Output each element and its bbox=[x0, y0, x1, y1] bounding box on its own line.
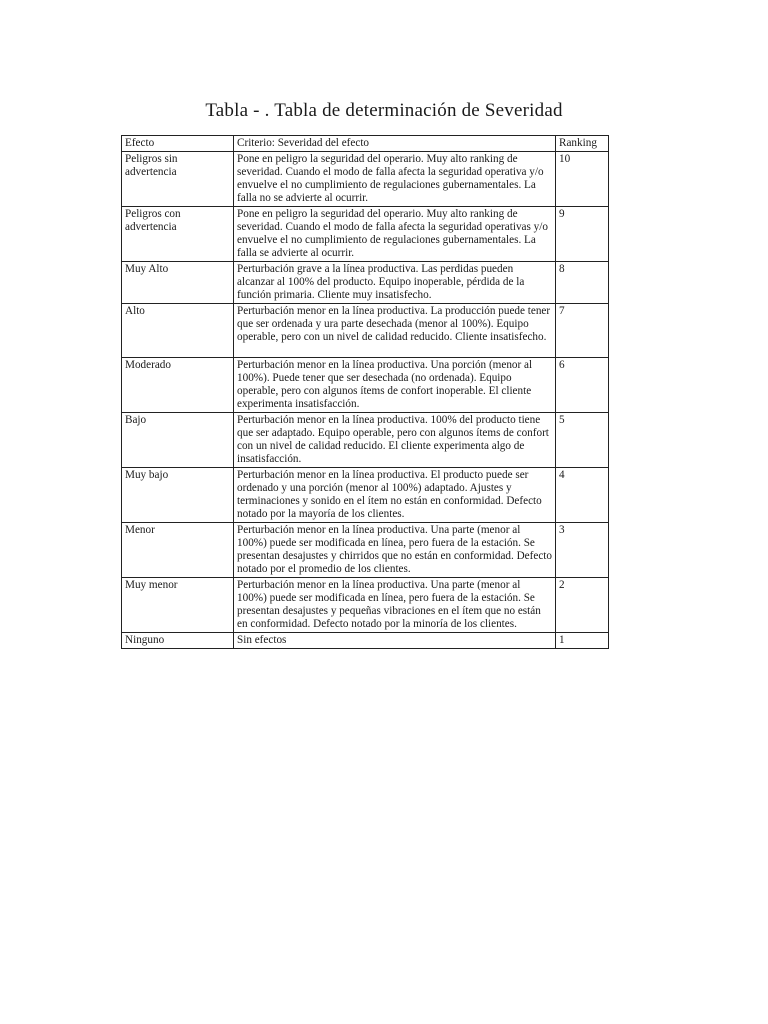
cell-ranking: 4 bbox=[556, 468, 609, 523]
table-title: Tabla - . Tabla de determinación de Severidad bbox=[205, 100, 563, 121]
header-criterio: Criterio: Severidad del efecto bbox=[234, 136, 556, 152]
table-row bbox=[122, 413, 609, 468]
cell-criterio: Perturbación menor en la línea productiva. Una porción (menor al 100%). Puede tener que ser desechada (no ordenada). Equipo operable, pero con algunos ítems de confort inoperable. El cliente experimenta insatisfacción. bbox=[234, 358, 556, 413]
cell-criterio: Perturbación grave a la línea productiva. Las perdidas pueden alcanzar al 100% del producto. Equipo inoperable, pérdida de la función primaria. Cliente muy insatisfecho. bbox=[234, 262, 556, 304]
cell-efecto: Bajo bbox=[122, 413, 234, 468]
cell-efecto: Muy menor bbox=[122, 578, 234, 633]
table-row bbox=[122, 304, 609, 358]
cell-criterio: Perturbación menor en la línea productiva. La producción puede tener que ser ordenada y ura parte desechada (menor al 100%). Equipo operable, pero con un nivel de calidad reducido. Cliente insatisfecho. bbox=[234, 304, 556, 358]
table-row bbox=[122, 633, 609, 649]
cell-ranking: 1 bbox=[556, 633, 609, 649]
header-ranking: Ranking bbox=[556, 136, 609, 152]
cell-criterio: Perturbación menor en la línea productiva. Una parte (menor al 100%) puede ser modificada en línea, pero fuera de la estación. Se presentan desajustes y pequeñas vibraciones en el ítem que no están en conformidad. Defecto notado por la minoría de los clientes. bbox=[234, 578, 556, 633]
cell-criterio: Pone en peligro la seguridad del operario. Muy alto ranking de severidad. Cuando el modo de falla afecta la seguridad operativa y/o envuelve el no cumplimiento de regulaciones gubernamentales. La falla no se advierte al ocurrir. bbox=[234, 152, 556, 207]
cell-efecto: Menor bbox=[122, 523, 234, 578]
cell-efecto: Alto bbox=[122, 304, 234, 358]
table-header-row bbox=[122, 136, 609, 152]
severity-table bbox=[121, 135, 609, 649]
table-row bbox=[122, 152, 609, 207]
cell-efecto: Muy bajo bbox=[122, 468, 234, 523]
table-row bbox=[122, 358, 609, 413]
table-row bbox=[122, 523, 609, 578]
cell-criterio: Pone en peligro la seguridad del operario. Muy alto ranking de severidad. Cuando el modo de falla afecta la seguridad operativas y/o envuelve el no cumplimiento de regulaciones gubernamentales. La falla se advierte al ocurrir. bbox=[234, 207, 556, 262]
cell-criterio: Sin efectos bbox=[234, 633, 556, 649]
table-row bbox=[122, 578, 609, 633]
header-efecto: Efecto bbox=[122, 136, 234, 152]
cell-ranking: 9 bbox=[556, 207, 609, 262]
cell-efecto: Moderado bbox=[122, 358, 234, 413]
cell-ranking: 5 bbox=[556, 413, 609, 468]
cell-ranking: 8 bbox=[556, 262, 609, 304]
cell-efecto: Ninguno bbox=[122, 633, 234, 649]
table-row bbox=[122, 262, 609, 304]
cell-ranking: 2 bbox=[556, 578, 609, 633]
cell-ranking: 6 bbox=[556, 358, 609, 413]
table-row bbox=[122, 468, 609, 523]
cell-criterio: Perturbación menor en la línea productiva. El producto puede ser ordenado y una porción (menor al 100%) adaptado. Ajustes y terminaciones y sonido en el ítem no están en conformidad. Defecto notado por la mayoría de los clientes. bbox=[234, 468, 556, 523]
cell-efecto: Peligros sin advertencia bbox=[122, 152, 234, 207]
cell-ranking: 10 bbox=[556, 152, 609, 207]
cell-efecto: Peligros con advertencia bbox=[122, 207, 234, 262]
cell-criterio: Perturbación menor en la línea productiva. 100% del producto tiene que ser adaptado. Equipo operable, pero con algunos ítems de confort con un nivel de calidad reducido. El cliente experimenta algo de insatisfacción. bbox=[234, 413, 556, 468]
cell-ranking: 7 bbox=[556, 304, 609, 358]
cell-ranking: 3 bbox=[556, 523, 609, 578]
table-row bbox=[122, 207, 609, 262]
cell-criterio: Perturbación menor en la línea productiva. Una parte (menor al 100%) puede ser modificada en línea, pero fuera de la estación. Se presentan desajustes y chirridos que no están en conformidad. Defecto notado por el promedio de los clientes. bbox=[234, 523, 556, 578]
cell-efecto: Muy Alto bbox=[122, 262, 234, 304]
